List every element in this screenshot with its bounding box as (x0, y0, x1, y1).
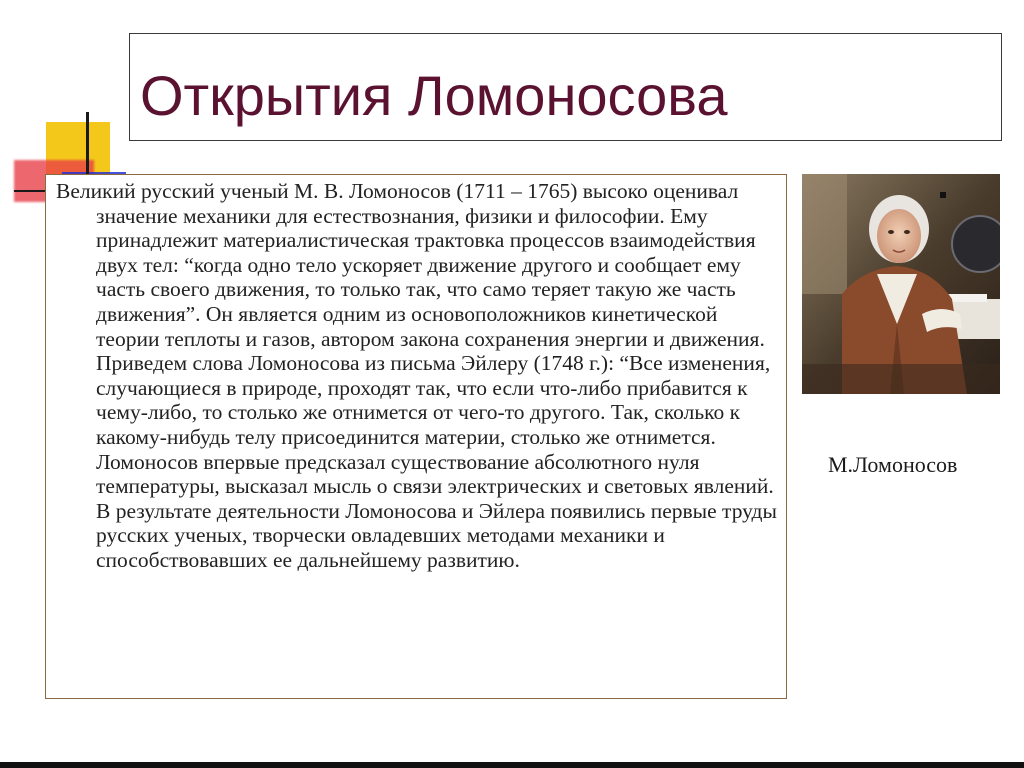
portrait-illustration (802, 174, 1000, 394)
body-text-frame (45, 174, 787, 699)
body-text: Великий русский ученый М. В. Ломоносов (1711 – 1765) высоко оценивал значение механики для естествознания, физики и философии. Ему принадлежит материалистическая трактовка процессов взаимодействия двух тел: “когда одно тело ускоряет движение другого и сообщает ему часть своего движения, то только так, что само теряет такую же часть движения”. Он является одним из основоположников кинетической теории теплоты и газов, автором закона сохранения энергии и движения. Приведем слова Ломоносова из письма Эйлеру (1748 г.): “Все изменения, случающиеся в природе, проходят так, что если что-либо прибавится к чему-либо, то столько же отнимется от чего-то другого. Так, сколько к какому-нибудь телу присоединится материи, столько же отнимется. Ломоносов впервые предсказал существование абсолютного нуля температуры, высказал мысль о связи электрических и световых явлений. В результате деятельности Ломоносова и Эйлера появились первые труды русских ученых, творчески овладевших методами механики и способствовавших ее дальнейшему развитию. (56, 179, 777, 572)
portrait-image (802, 174, 1000, 394)
portrait-caption: М.Ломоносов (828, 452, 958, 477)
title-frame (129, 33, 1002, 141)
slide-title: Открытия Ломоносова (140, 64, 728, 127)
screen-bottom-edge (0, 762, 1024, 768)
